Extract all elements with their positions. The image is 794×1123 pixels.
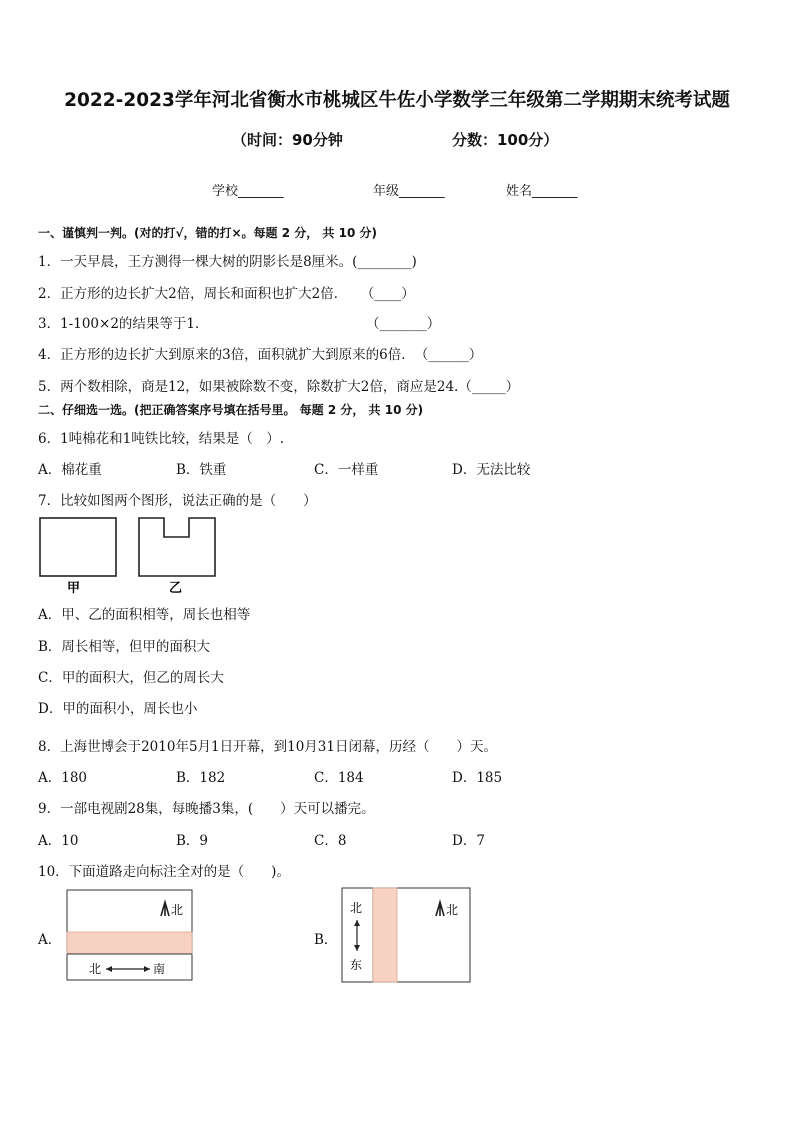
- question-6: 6．1吨棉花和1吨铁比较，结果是（ ）.: [38, 431, 285, 447]
- q6-option-b: B．铁重: [176, 462, 227, 478]
- question-3-blank: （_______）: [366, 316, 441, 332]
- q8-option-b: B．182: [176, 770, 226, 786]
- compass-label-b: 北: [446, 903, 459, 917]
- q7-option-b: B．周长相等，但甲的面积大: [38, 639, 210, 655]
- grade-field: 年级_______: [373, 184, 445, 199]
- q7-figures: [36, 512, 226, 598]
- question-4: 4．正方形的边长扩大到原来的3倍，面积就扩大到原来的6倍． （______）: [38, 347, 483, 363]
- question-7: 7．比较如图两个图形，说法正确的是（ ）: [38, 493, 317, 509]
- q8-option-a: A．180: [38, 770, 88, 786]
- exam-time: （时间：90分钟: [232, 131, 343, 149]
- q6-option-c: C．一样重: [314, 462, 379, 478]
- q10-figure-a: [66, 889, 194, 982]
- question-2: 2．正方形的边长扩大2倍，周长和面积也扩大2倍． （____）: [38, 286, 415, 302]
- compass-label-a: 北: [171, 903, 184, 917]
- q10-option-b: B．: [314, 932, 338, 948]
- q6-option-d: D．无法比较: [452, 462, 531, 478]
- name-field: 姓名_______: [506, 184, 578, 199]
- figure-jia-label: 甲: [67, 581, 81, 596]
- q9-option-a: A．10: [38, 833, 79, 849]
- q10-option-a: A．: [38, 932, 62, 948]
- q8-option-c: C．184: [314, 770, 364, 786]
- page-title: 2022-2023学年河北省衡水市桃城区牛佐小学数学三年级第二学期期末统考试题: [64, 90, 730, 111]
- question-8: 8．上海世博会于2010年5月1日开幕，到10月31日闭幕，历经（ ）天。: [38, 739, 497, 755]
- q8-option-d: D．185: [452, 770, 503, 786]
- exam-score: 分数：100分）: [452, 131, 559, 149]
- section2-heading: 二、仔细选一选。(把正确答案序号填在括号里。 每题 2 分， 共 10 分): [38, 403, 424, 417]
- direction-label-north-b: 北: [350, 901, 363, 915]
- direction-label-south-a: 南: [153, 962, 166, 976]
- figure-yi-notched-shape: [139, 518, 215, 576]
- q9-option-b: B．9: [176, 833, 209, 849]
- school-field: 学校_______: [212, 184, 284, 199]
- question-1: 1．一天早晨，王方测得一棵大树的阴影长是8厘米。(________): [38, 254, 417, 270]
- q10-figure-b: [341, 887, 472, 984]
- q7-option-c: C．甲的面积大，但乙的周长大: [38, 670, 224, 686]
- q7-option-d: D．甲的面积小，周长也小: [38, 701, 198, 717]
- q7-option-a: A．甲、乙的面积相等，周长也相等: [38, 607, 251, 623]
- figure-yi-label: 乙: [169, 581, 183, 596]
- q6-option-a: A．棉花重: [38, 462, 102, 478]
- question-3: 3．1-100×2的结果等于1．: [38, 316, 209, 332]
- question-9: 9．一部电视剧28集，每晚播3集，( ）天可以播完。: [38, 801, 375, 817]
- direction-label-east-b: 东: [350, 958, 363, 972]
- question-5: 5．两个数相除，商是12，如果被除数不变，除数扩大2倍，商应是24.（_____）: [38, 379, 520, 395]
- section1-heading: 一、谨慎判一判。(对的打√，错的打×。每题 2 分， 共 10 分): [38, 226, 377, 240]
- direction-label-north-a: 北: [89, 962, 102, 976]
- q9-option-c: C．8: [314, 833, 347, 849]
- q9-option-d: D．7: [452, 833, 485, 849]
- question-10: 10．下面道路走向标注全对的是（ )。: [38, 864, 290, 880]
- figure-jia-rectangle: [40, 518, 116, 576]
- road-horizontal: [67, 932, 192, 954]
- road-vertical: [373, 888, 397, 982]
